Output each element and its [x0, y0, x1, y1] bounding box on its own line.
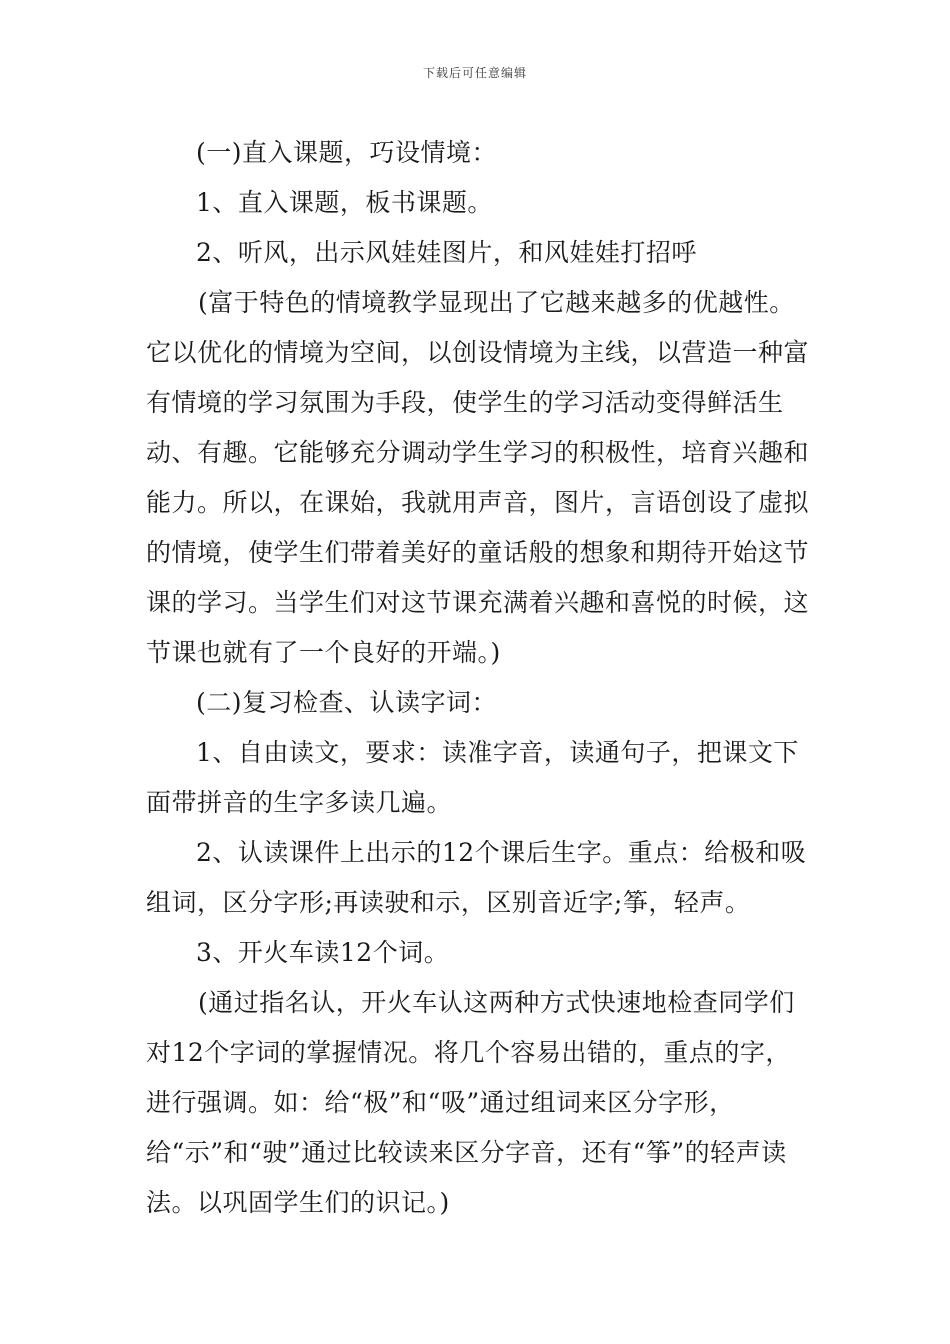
- section-1-item-2: 2、听风，出示风娃娃图片，和风娃娃打招呼: [196, 238, 697, 267]
- section-2-heading: (二)复习检查、认读字词：: [196, 688, 498, 717]
- section-2-item-2: 2、认读课件上出示的12个课后生字。重点：给极和吸组词，区分字形;再读驶和示，区别音近字;筝，轻声。: [146, 838, 807, 917]
- page-header-note: 下载后可任意编辑: [422, 66, 527, 80]
- section-2-commentary: (通过指名认，开火车认这两种方式快速地检查同学们对12个字词的掌握情况。将几个容易出错的，重点的字，进行强调。如：给“极”和“吸”通过组词来区分字形，给“示”和“驶”通过比较读来区分字音，还有“筝”的轻声读法。以巩固学生们的识记。): [146, 988, 795, 1217]
- document-body: [146, 128, 810, 1228]
- section-2-item-3: 3、开火车读12个词。: [196, 938, 450, 967]
- section-1-commentary: (富于特色的情境教学显现出了它越来越多的优越性。它以优化的情境为空间，以创设情境为主线，以营造一种富有情境的学习氛围为手段，使学生的学习活动变得鲜活生动、有趣。它能够充分调动学生学习的积极性，培育兴趣和能力。所以，在课始，我就用声音，图片，言语创设了虚拟的情境，使学生们带着美好的童话般的想象和期待开始这节课的学习。当学生们对这节课充满着兴趣和喜悦的时候，这节课也就有了一个良好的开端。): [146, 288, 810, 667]
- section-2-item-1: 1、自由读文，要求：读准字音，读通句子，把课文下面带拼音的生字多读几遍。: [146, 738, 799, 817]
- section-1-item-1: 1、直入课题，板书课题。: [196, 188, 493, 217]
- section-1-heading: (一)直入课题，巧设情境：: [196, 138, 498, 167]
